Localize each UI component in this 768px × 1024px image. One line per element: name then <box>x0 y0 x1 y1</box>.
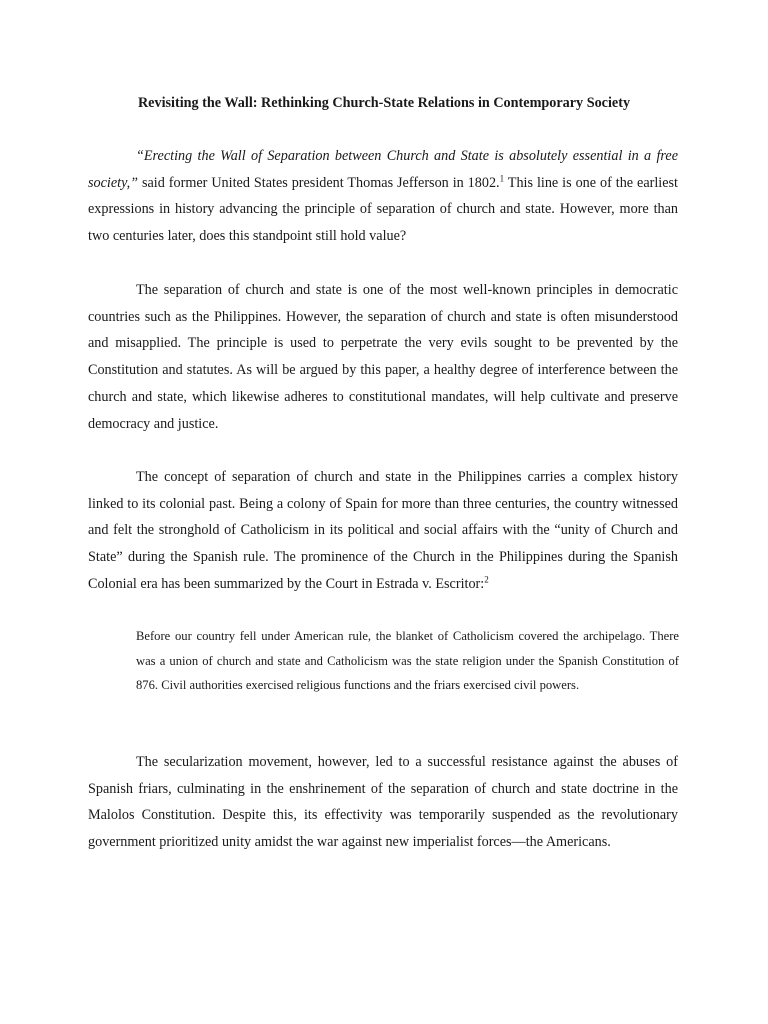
paragraph-thesis: The separation of church and state is one of the most well-known principles in democratic countries such as the Philippines. However, the separation of church and state is often misunderstood and misapplied. The principle is used to perpetrate the very evils sought to be prevented by the Constitution and statutes. As will be argued by this paper, a healthy degree of interference between the church and state, which likewise adheres to constitutional mandates, will help cultivate and preserve democracy and justice. <box>88 282 678 432</box>
paragraph-history-text: The concept of separation of church and state in the Philippines carries a complex history linked to its colonial past. Being a colony of Spain for more than three centuries, the country witnessed and felt the stronghold of Catholicism in its political and social affairs with the “unity of Church and State” during the Spanish rule. The prominence of the Church in the Philippines during the Spanish Colonial era has been summarized by the Court in Estrada v. Escritor: <box>88 469 678 592</box>
paragraph-secularization: The secularization movement, however, led to a successful resistance against the abuses of Spanish friars, culminating in the enshrinement of the separation of church and state doctrine in the Malolos Constitution. Despite this, its effectivity was temporarily suspended as the revolutionary government prioritized unity amidst the war against new imperialist forces—the Americans. <box>88 754 678 851</box>
paragraph-intro <box>88 143 678 250</box>
footnote-mark-2[interactable]: 2 <box>484 574 489 585</box>
paragraph-intro-text-b: This line is one of the earliest expressions in history advancing the principle of separation of church and state. However, more than two centuries later, does this standpoint still hold value? <box>88 174 678 245</box>
paragraph-intro-text-a: said former United States president Thomas Jefferson in 1802. <box>138 174 500 191</box>
block-quote: Before our country fell under American rule, the blanket of Catholicism covered the archipelago. There was a union of church and state and Catholicism was the state religion under the Spanish Constitution of 876. Civil authorities exercised religious functions and the friars exercised civil powers. <box>136 629 679 692</box>
jefferson-quote: “Erecting the Wall of Separation between Church and State is absolutely essential in a free society,” <box>88 148 678 191</box>
paragraph-history <box>88 464 678 598</box>
footnote-mark-1[interactable]: 1 <box>499 172 505 183</box>
document-title: Revisiting the Wall: Rethinking Church-State Relations in Contemporary Society <box>137 95 631 111</box>
